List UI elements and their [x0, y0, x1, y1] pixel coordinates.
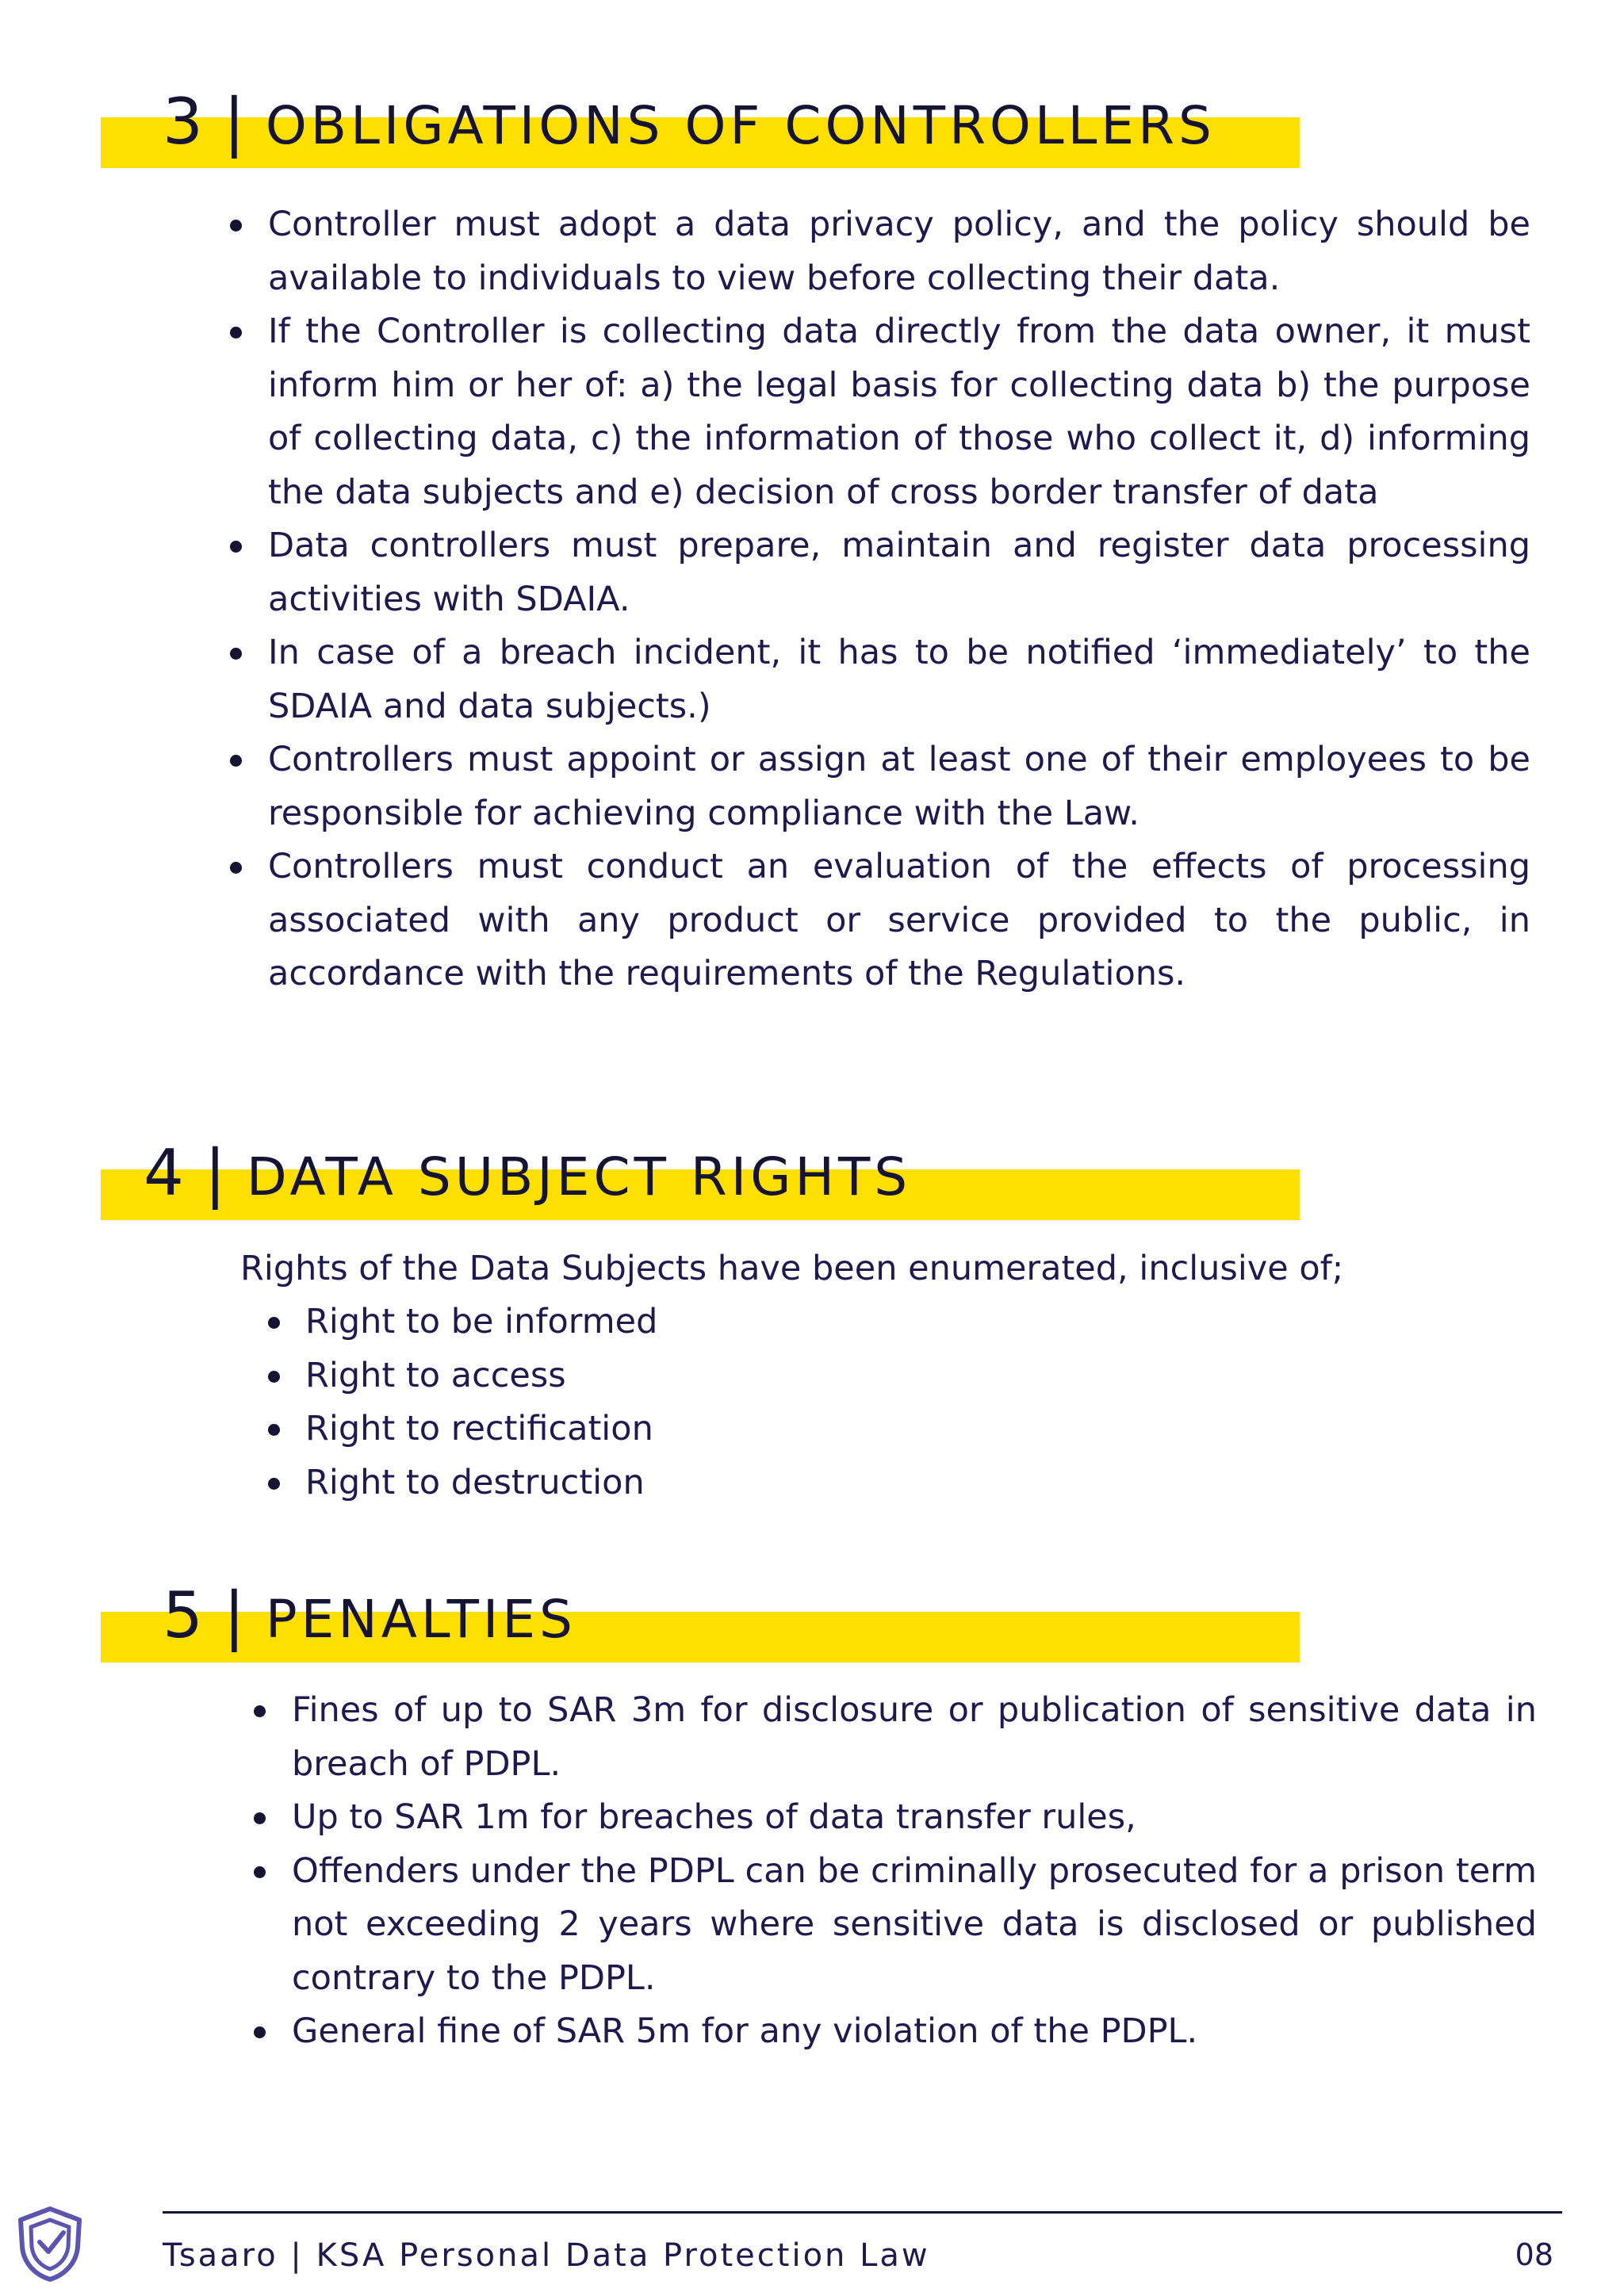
section-4-number: 4 [144, 1136, 184, 1210]
list-item: Fines of up to SAR 3m for disclosure or publication of sensitive data in breach of PDPL. [292, 1684, 1537, 1791]
footer-divider [163, 2211, 1562, 2214]
rights-list [305, 1295, 1257, 1510]
section-3-separator: | [223, 85, 245, 159]
list-item: General fine of SAR 5m for any violation of the PDPL. [292, 2005, 1537, 2059]
list-item: In case of a breach incident, it has to be notified ‘immediately’ to the SDAIA and data subjects.) [268, 626, 1530, 733]
bullet-dot [268, 1371, 280, 1383]
list-item: Offenders under the PDPL can be criminally prosecuted for a prison term not exceeding 2 years where sensitive data is disclosed or published contrary to the PDPL. [292, 1845, 1537, 2006]
section-3-number: 3 [163, 85, 203, 159]
section-4-heading [144, 1136, 912, 1210]
list-item: Data controllers must prepare, maintain and register data processing activities with SDAIA. [268, 519, 1530, 626]
footer-title: Tsaaro | KSA Personal Data Protection Law [163, 2237, 930, 2274]
list-item: Right to destruction [305, 1456, 1257, 1510]
bullet-dot [254, 1705, 266, 1717]
bullet-dot [230, 862, 242, 874]
bullet-dot [230, 755, 242, 767]
bullet-dot [268, 1478, 280, 1490]
bullet-dot [230, 327, 242, 339]
section-3-heading [163, 85, 1216, 159]
list-item: Controllers must appoint or assign at least one of their employees to be responsible for achieving compliance with the Law. [268, 733, 1530, 840]
rights-intro: Rights of the Data Subjects have been enumerated, inclusive of; [240, 1249, 1344, 1288]
list-item: If the Controller is collecting data directly from the data owner, it must inform him or her of: a) the legal basis for collecting data b) the purpose of collecting data, c) the information of those who collect it, d) informing the data subjects and e) decision of cross border transfer of data [268, 305, 1530, 519]
bullet-dot [254, 2026, 266, 2038]
bullet-dot [230, 648, 242, 660]
page-number: 08 [1515, 2237, 1553, 2272]
section-4-title: DATA SUBJECT RIGHTS [246, 1146, 912, 1207]
shield-logo-icon [16, 2206, 84, 2282]
section-3-title: OBLIGATIONS OF CONTROLLERS [265, 95, 1216, 156]
bullet-dot [254, 1812, 266, 1824]
section-5-title: PENALTIES [265, 1589, 576, 1650]
bullet-dot [268, 1424, 280, 1436]
bullet-dot [230, 541, 242, 553]
bullet-dot [268, 1317, 280, 1329]
list-item: Right to be informed [305, 1295, 1257, 1349]
list-item: Right to access [305, 1349, 1257, 1403]
section-5-separator: | [223, 1578, 245, 1652]
list-item: Up to SAR 1m for breaches of data transfer rules, [292, 1791, 1537, 1845]
list-item: Right to rectification [305, 1402, 1257, 1456]
bullet-dot [230, 220, 242, 232]
list-item: Controllers must conduct an evaluation of the effects of processing associated with any product or service provided to the public, in accordance with the requirements of the Regulations. [268, 840, 1530, 1001]
list-item: Controller must adopt a data privacy policy, and the policy should be available to individuals to view before collecting their data. [268, 198, 1530, 305]
section-5-heading [163, 1578, 576, 1652]
bullet-dot [254, 1866, 266, 1878]
obligations-list [268, 198, 1530, 1001]
penalties-list [292, 1684, 1537, 2059]
section-4-separator: | [204, 1136, 226, 1210]
section-5-number: 5 [163, 1578, 203, 1652]
